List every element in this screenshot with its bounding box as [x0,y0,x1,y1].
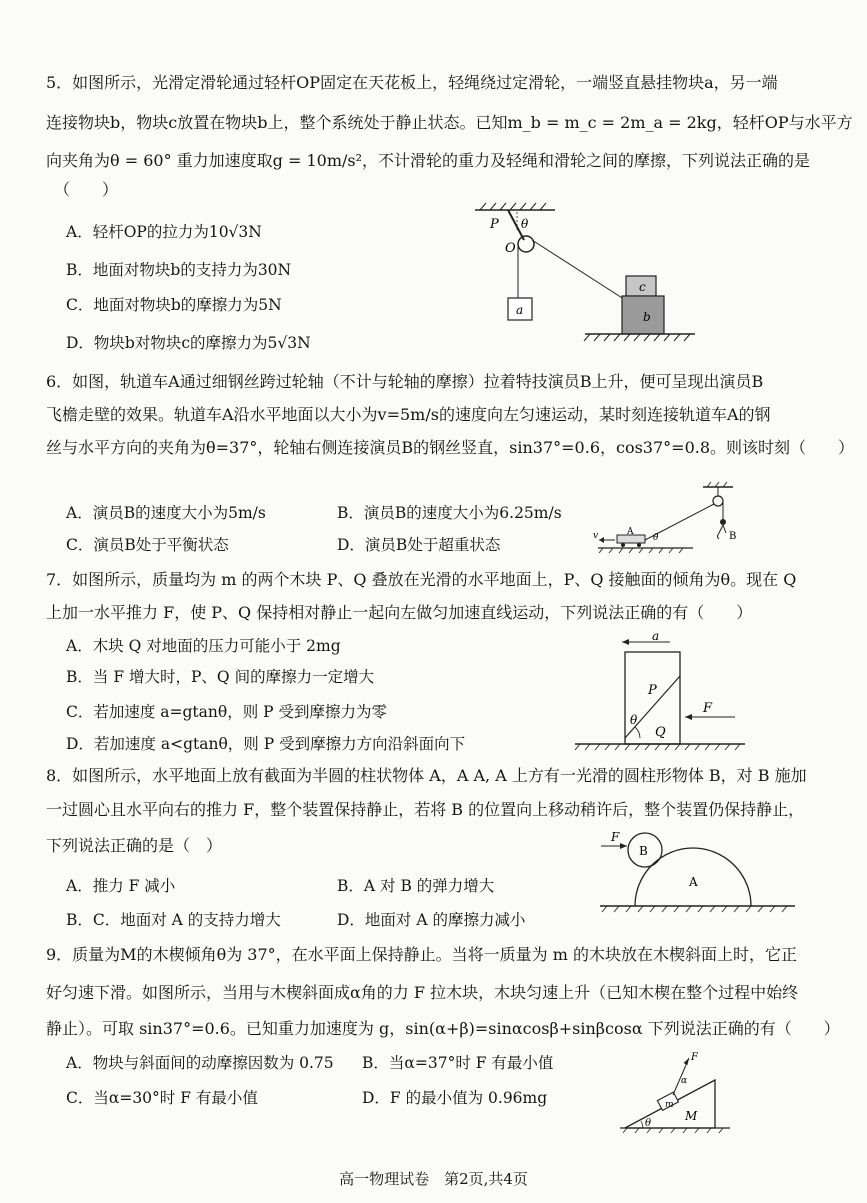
q9-label-m: m [665,1100,674,1110]
q5-option-a[interactable]: A．轻杆OP的拉力为10√3N [66,223,262,241]
q5-option-b[interactable]: B．地面对物块b的支持力为30N [66,261,292,279]
q7-line-2: 上加一水平推力 F，使 P、Q 保持相对静止一起向左做匀加速直线运动，下列说法正确的有（ ） [46,603,753,622]
q8-option-d[interactable]: D．地面对 A 的摩擦力减小 [337,911,526,929]
q9-option-c[interactable]: C．当α=30°时 F 有最小值 [66,1089,258,1107]
q7-option-a[interactable]: A．木块 Q 对地面的压力可能小于 2mg [66,637,341,655]
q6-option-b[interactable]: B．演员B的速度大小为6.25m/s [337,504,562,522]
q7-figure [570,629,750,757]
q9-figure [615,1050,735,1135]
q7-label-f: F [703,701,713,716]
q7-line-1: 7．如图所示，质量均为 m 的两个木块 P、Q 叠放在光滑的水平地面上，P、Q 接触面的倾角为θ。现在 Q [46,570,797,589]
q7-label-q: Q [655,725,666,740]
q6-label-b: B [729,531,737,542]
q7-label-theta: θ [630,713,638,727]
q8-label-f: F [611,830,620,844]
q7-label-a: a [652,629,660,643]
q5-label-p: P [490,217,499,232]
q9-label-f: F [691,1052,698,1063]
q6-label-a: A [627,527,634,537]
q9-option-a[interactable]: A．物块与斜面间的动摩擦因数为 0.75 [66,1054,334,1072]
q5-option-d[interactable]: D．物块b对物块c的摩擦力为5√3N [66,334,311,352]
q8-figure [595,828,805,916]
q8-line-2: 一过圆心且水平向右的推力 F，整个装置保持静止，若将 B 的位置向上移动稍许后，整个装置仍保持静止， [46,800,805,819]
q8-option-a[interactable]: A．推力 F 减小 [66,877,176,895]
q9-option-b[interactable]: B．当α=37°时 F 有最小值 [362,1054,554,1072]
q6-option-c[interactable]: C．演员B处于平衡状态 [66,536,229,554]
q5-line-1: 5．如图所示，光滑定滑轮通过轻杆OP固定在天花板上，轻绳绕过定滑轮，一端竖直悬挂物块a，另一端 [46,73,778,92]
q8-label-a: A [689,875,698,889]
q5-label-a: a [516,303,524,317]
q5-line-4: （ ） [54,180,119,199]
q9-line-3: 静止）。可取 sin37°=0.6。已知重力加速度为 g，sin(α+β)=sinαcosβ+sinβcosα 下列说法正确的有（ ） [46,1019,840,1038]
q5-label-c: c [639,280,646,294]
q7-option-c[interactable]: C．若加速度 a=gtanθ，则 P 受到摩擦力为零 [66,703,388,721]
q5-figure [470,200,700,350]
q6-option-a[interactable]: A．演员B的速度大小为5m/s [66,504,266,522]
q5-line-2: 连接物块b，物块c放置在物块b上，整个系统处于静止状态。已知m_b = m_c = 2m_a = 2kg，轻杆OP与水平方 [46,113,853,132]
q9-line-2: 好匀速下滑。如图所示，当用与木楔斜面成α角的力 F 拉木块，木块匀速上升（已知木楔在整个过程中始终 [46,983,799,1002]
q5-line-3: 向夹角为θ = 60° 重力加速度取g = 10m/s²，不计滑轮的重力及轻绳和滑轮之间的摩擦，下列说法正确的是 [46,151,811,170]
q8-option-b[interactable]: B．A 对 B 的弹力增大 [337,877,495,895]
q5-label-theta: θ [521,217,529,231]
q5-option-c[interactable]: C．地面对物块b的摩擦力为5N [66,296,282,314]
q9-label-alpha: α [681,1076,688,1086]
q9-label-theta: θ [645,1118,652,1129]
q6-option-d[interactable]: D．演员B处于超重状态 [337,536,501,554]
q9-line-1: 9．质量为M的木楔倾角θ为 37°，在水平面上保持静止。当将一质量为 m 的木块放在木楔斜面上时，它正 [46,945,797,964]
q8-option-c[interactable]: B．C．地面对 A 的支持力增大 [66,911,281,929]
q9-option-d[interactable]: D．F 的最小值为 0.96mg [362,1089,548,1107]
q9-label-big-m: M [685,1109,698,1123]
q7-option-b[interactable]: B．当 F 增大时，P、Q 间的摩擦力一定增大 [66,668,375,686]
q8-line-3: 下列说法正确的是（ ） [46,836,223,855]
q6-label-theta: θ [653,533,659,543]
q7-option-d[interactable]: D．若加速度 a<gtanθ，则 P 受到摩擦力方向沿斜面向下 [66,735,466,753]
q5-label-b: b [643,310,651,324]
q6-line-3: 丝与水平方向的夹角为θ=37°，轮轴右侧连接演员B的钢丝竖直，sin37°=0.6，cos37°=0.8。则该时刻（ ） [46,438,855,457]
q8-line-1: 8．如图所示，水平地面上放有截面为半圆的柱状物体 A，A A, A 上方有一光滑的圆柱形物体 B，对 B 施加 [46,766,807,785]
q6-figure [593,482,753,557]
q6-line-1: 6．如图，轨道车A通过细钢丝跨过轮轴（不计与轮轴的摩擦）拉着特技演员B上升，便可呈现出演员B [46,372,764,391]
q6-label-v: v [593,531,599,541]
q5-label-o: O [505,241,516,256]
q6-line-2: 飞檐走壁的效果。轨道车A沿水平地面以大小为v=5m/s的速度向左匀速运动，某时刻连接轨道车A的钢 [46,405,771,424]
q8-label-b: B [639,844,648,858]
q7-label-p: P [648,683,657,698]
page-footer: 高一物理试卷 第2页,共4页 [339,1170,528,1188]
